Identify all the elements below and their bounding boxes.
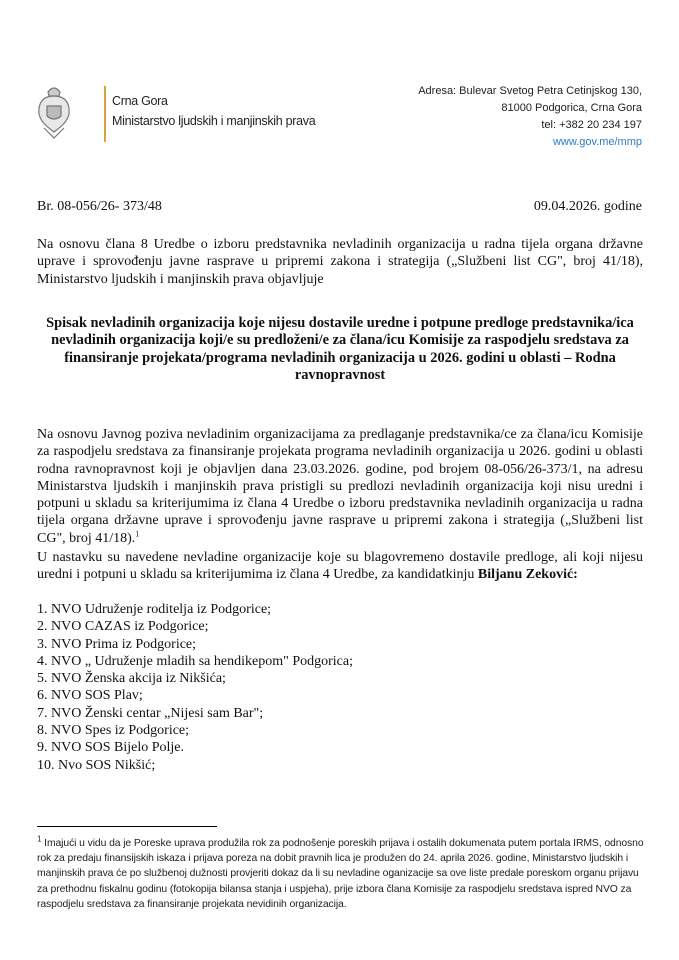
paragraph-2	[37, 549, 643, 584]
country-name: Crna Gora	[112, 94, 168, 108]
list-item: 5. NVO Ženska akcija iz Nikšića;	[37, 671, 226, 687]
coat-of-arms-logo	[36, 84, 72, 140]
address-line-2: 81000 Podgorica, Crna Gora	[501, 102, 642, 114]
footnote	[37, 836, 647, 912]
list-item: 9. NVO SOS Bijelo Polje.	[37, 740, 185, 756]
document-title: Spisak nevladinih organizacija koje nijesu dostavile uredne i potpune predloge predstavnika/ica nevladinih organizacija koji/e su predloženi/e za člana/icu Komisije za raspodjelu sredstava za finansiranje projekata/programa nevladinih organizacija u 2026. godini u oblasti – Rodna ravnopravnost	[46, 315, 634, 383]
list-item: 2. NVO CAZAS iz Podgorice;	[37, 619, 209, 635]
organization-list	[37, 601, 353, 774]
document-date: 09.04.2026. godine	[533, 199, 642, 214]
list-item: 8. NVO Spes iz Podgorice;	[37, 723, 190, 739]
list-item: 1. NVO Udruženje roditelja iz Podgorice;	[37, 602, 272, 617]
paragraph-1-text: Na osnovu Javnog poziva nevladinim organizacijama za predlaganje predstavnika/ce za člana/icu Komisije za raspodjelu sredstava za finansiranje projekata programa nevladinih organizacija u 2026. godini u oblasti rodna ravnopravnost koji je objavljen dana 23.03.2026. godine, pod brojem 08-056/26-373/1, na adresu Ministarstva ljudskih i manjinskih prava pristigli su predlozi nevladinih organizacija koji nisu uredni i potpuni u skladu sa kriterijumima iz člana 4 Uredbe o izboru predstavnika nevladinih organizacija u radna tijela organa državne uprave i sprovođenju javne rasprave u pripremi zakona i strategija („Službeni list CG", broj 41/18).	[37, 427, 643, 546]
list-item: 6. NVO SOS Plav;	[37, 688, 143, 704]
candidate-name: Biljanu Zeković:	[477, 567, 578, 583]
list-item: 4. NVO „ Udruženje mladih sa hendikepom" Podgorica;	[37, 653, 353, 669]
footnote-reference[interactable]: 1	[135, 529, 140, 539]
footnote-text: Imajući u vidu da je Poreske uprava produžila rok za podnošenje poreskih prijava i ostalih dokumenata putem portala IRMS, odnosno rok za predaju finansijskih iskaza i prijava poreza na dobit pravnih lica je produžen do 24. aprila 2026. godine, Ministarstvo ljudskih i manjinskih prava će po službenoj dužnosti provjeriti dokaz da li su nevladine oganizacije sa ove liste predale poreskom organu prijavu za prethodnu fiskalnu godinu (fotokopija bilansa stanja i uspjeha), prije izbora člana Komisije za raspodjelu sredstava ispred NVO za raspodjelu sredstava za finansiranje projekata nevidinih organizacija.	[37, 838, 644, 910]
address-block	[418, 83, 642, 151]
footnote-mark: 1	[37, 834, 42, 844]
paragraph-1	[37, 426, 643, 547]
website-link[interactable]: www.gov.me/mmp	[552, 136, 642, 148]
footnote-separator	[37, 826, 217, 827]
ministry-name: Ministarstvo ljudskih i manjinskih prava	[112, 114, 316, 128]
paragraph-2-text: U nastavku su navedene nevladine organizacije koje su blagovremeno dostavile predloge, ali koji nijesu uredni i potpuni u skladu sa kriterijumima iz člana 4 Uredbe, za kandidatkinju	[37, 550, 643, 583]
phone: tel: +382 20 234 197	[541, 119, 642, 131]
list-item: 10. Nvo SOS Nikšić;	[37, 757, 156, 773]
organization-block	[112, 91, 315, 131]
list-item: 3. NVO Prima iz Podgorice;	[37, 636, 197, 652]
list-item: 7. NVO Ženski centar „Nijesi sam Bar";	[37, 705, 264, 721]
address-line-1: Adresa: Bulevar Svetog Petra Cetinjskog 130,	[418, 85, 642, 97]
intro-paragraph: Na osnovu člana 8 Uredbe o izboru predstavnika nevladinih organizacija u radna tijela organa državne uprave i sprovođenju javne rasprave u pripremi zakona i strategija („Službeni list CG", broj 41/18), Ministarstvo ljudskih i manjinskih prava objavljuje	[37, 237, 643, 287]
reference-number: Br. 08-056/26- 373/48	[37, 199, 162, 214]
header-divider	[104, 86, 106, 142]
